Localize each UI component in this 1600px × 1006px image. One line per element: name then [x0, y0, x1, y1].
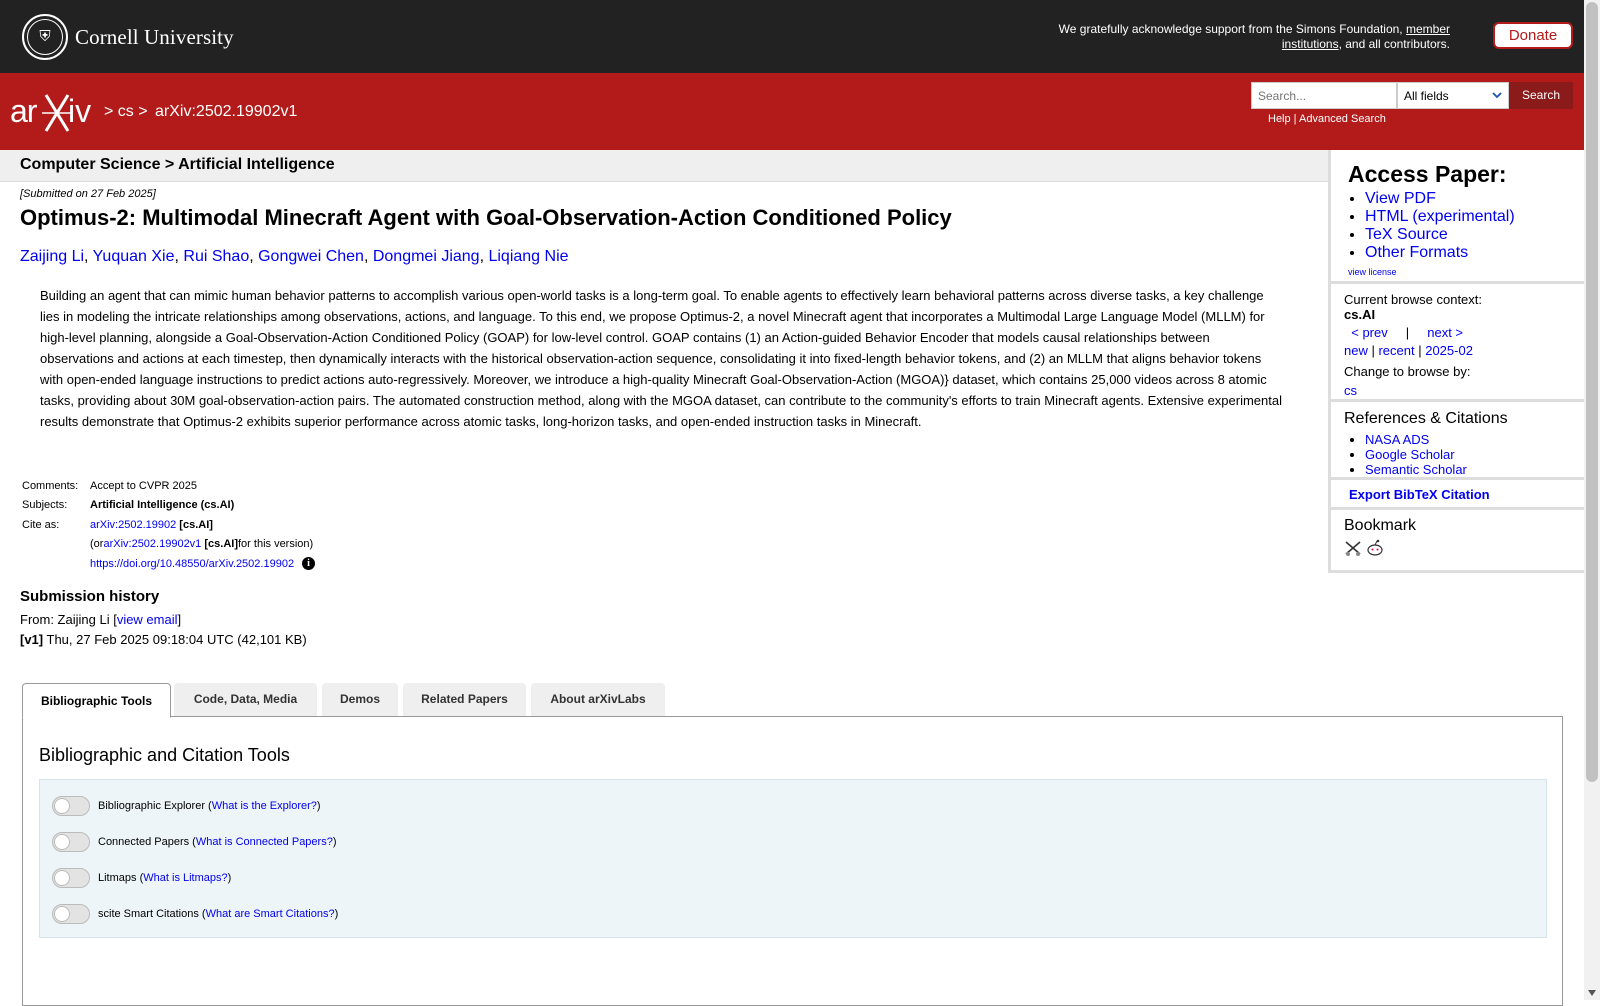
subjects-value: Artificial Intelligence (cs.AI) [90, 499, 235, 512]
google-scholar-link[interactable]: Google Scholar [1365, 447, 1455, 462]
author-link[interactable]: Gongwei Chen [258, 248, 364, 265]
browse-context: cs.AI [1344, 307, 1376, 322]
litmaps-toggle[interactable] [52, 868, 90, 888]
cornell-logo[interactable] [22, 14, 234, 60]
access-paper-title: Access Paper: [1348, 161, 1507, 187]
chevron-down-icon [1492, 90, 1502, 100]
tool-row: Bibliographic Explorer ( What is the Explorer? ) [52, 796, 321, 816]
search-field-select[interactable]: All fields [1397, 82, 1509, 109]
other-formats-link[interactable]: Other Formats [1365, 244, 1469, 261]
arxiv-logo[interactable] [10, 91, 102, 133]
references-section [1331, 402, 1589, 480]
doi-link[interactable]: https://doi.org/10.48550/arXiv.2502.19902 [90, 557, 295, 570]
tool-info-link[interactable]: What is the Explorer? [211, 800, 317, 812]
search-input[interactable] [1251, 82, 1397, 109]
acknowledgement: We gratefully acknowledge support from the Simons Foundation, member institutions, and all contributors. [1058, 22, 1450, 51]
scite-toggle[interactable] [52, 904, 90, 924]
doi-row [20, 554, 315, 574]
bookmark-section [1331, 510, 1589, 573]
bookmark-title: Bookmark [1344, 517, 1417, 534]
submitted-date: [Submitted on 27 Feb 2025] [20, 188, 156, 200]
bibsonomy-icon[interactable] [1344, 539, 1362, 557]
version-link[interactable]: arXiv:2502.19902v1 [103, 538, 202, 551]
breadcrumb-paper-id[interactable]: arXiv:2502.19902v1 [155, 103, 298, 120]
tool-info-link[interactable]: What is Litmaps? [143, 872, 228, 884]
version-row: (or arXiv:2502.19902v1 [cs.AI] for this version) [90, 538, 314, 551]
page-scrollbar[interactable] [1584, 0, 1600, 1000]
submission-from: From: Zaijing Li [view email] [20, 612, 182, 627]
breadcrumb-cs[interactable]: > cs > [104, 103, 148, 120]
info-icon[interactable]: i [302, 557, 315, 570]
author-link[interactable]: Dongmei Jiang [372, 248, 480, 265]
cite-link[interactable]: arXiv:2502.19902 [90, 518, 177, 531]
access-paper-section [1331, 150, 1589, 284]
next-link[interactable]: next > [1427, 325, 1464, 340]
reddit-icon[interactable] [1366, 539, 1384, 557]
help-link[interactable]: Help [1268, 113, 1291, 125]
cornell-name: Cornell University [75, 24, 234, 49]
new-link[interactable]: new [1344, 343, 1368, 358]
tools-title: Bibliographic and Citation Tools [39, 745, 290, 765]
tab-bibliographic-tools[interactable]: Bibliographic Tools [22, 683, 171, 718]
tab-related-papers[interactable]: Related Papers [403, 683, 526, 717]
tab-demos[interactable]: Demos [322, 683, 398, 717]
export-section [1331, 480, 1589, 510]
tab-panel [22, 716, 1563, 1006]
view-email-link[interactable]: view email [116, 612, 178, 627]
tool-info-link[interactable]: What is Connected Papers? [195, 836, 333, 848]
tool-info-link[interactable]: What are Smart Citations? [205, 908, 335, 920]
advanced-search-link[interactable]: Advanced Search [1299, 113, 1386, 125]
nasa-ads-link[interactable]: NASA ADS [1365, 432, 1430, 447]
tab-about-arxivlabs[interactable]: About arXivLabs [531, 683, 665, 717]
semantic-scholar-link[interactable]: Semantic Scholar [1365, 462, 1467, 477]
references-title: References & Citations [1344, 410, 1508, 427]
search-button[interactable]: Search [1509, 82, 1573, 109]
comments-value: Accept to CVPR 2025 [90, 479, 198, 492]
tool-row: Connected Papers ( What is Connected Papers? ) [52, 832, 337, 852]
cite-row: Cite as: arXiv:2502.19902 [cs.AI] [22, 518, 213, 531]
browse-context-section: Current browse context: cs.AI < prev | next > new | recent | 2025-02 Change to browse by: cs [1331, 284, 1589, 402]
export-bibtex-link[interactable]: Export BibTeX Citation [1349, 487, 1490, 502]
view-pdf-link[interactable]: View PDF [1365, 190, 1436, 207]
connected-papers-toggle[interactable] [52, 832, 90, 852]
view-license-link[interactable]: view license [1348, 267, 1397, 277]
html-link[interactable]: HTML (experimental) [1365, 208, 1515, 225]
arxiv-header [0, 73, 1584, 150]
tools-list [39, 779, 1547, 938]
abstract: Building an agent that can mimic human behavior patterns to accomplish various open-world tasks is a long-term goal. To enable agents to effectively learn behavioral patterns across diverse tasks, a key challenge lies in modeling the intricate relationships among observations, actions, and language. To this end, we propose Optimus-2, a novel Minecraft agent that incorporates a Multimodal Large Language Model (MLLM) for high-level planning, alongside a Goal-Observation-Action Conditioned Policy (GOAP) for low-level control. GOAP contains (1) an Action-guided Behavior Encoder that models causal relationships between observations and actions at each timestep, then dynamically interacts with the historical observation-action sequence, consolidating it into fixed-length behavior tokens, and (2) an MLLM that aligns behavior tokens with open-ended language instructions to predict actions auto-regressively. Moreover, we introduce a high-quality Minecraft Goal-Observation-Action (MGOA)} dataset, which contains 25,000 videos across 8 atomic tasks, providing about 30M goal-observation-action pairs. The automated construction method, along with the MGOA dataset, can contribute to the community's efforts to train Minecraft agents. Extensive experimental results demonstrate that Optimus-2 exhibits superior performance across atomic tasks, long-horizon tasks, and open-ended instruction tasks in Minecraft. [40, 288, 1282, 429]
cornell-header [0, 0, 1584, 73]
tool-row: Litmaps ( What is Litmaps? ) [52, 868, 231, 888]
sidebar [1328, 150, 1586, 573]
subjects-row: Subjects: Artificial Intelligence (cs.AI) [22, 499, 235, 512]
paper-title: Optimus-2: Multimodal Minecraft Agent with Goal-Observation-Action Conditioned Policy [20, 205, 952, 230]
svg-text:ar: ar [10, 93, 37, 129]
author-link[interactable]: Zaijing Li [20, 248, 85, 265]
search-links: Help | Advanced Search [1268, 113, 1386, 125]
comments-row: Comments: Accept to CVPR 2025 [22, 479, 198, 492]
month-link[interactable]: 2025-02 [1425, 343, 1473, 358]
tab-code-data-media[interactable]: Code, Data, Media [174, 683, 317, 717]
author-link[interactable]: Rui Shao [183, 248, 250, 265]
author-link[interactable]: Yuquan Xie [92, 248, 175, 265]
submission-history-title: Submission history [20, 588, 160, 605]
browse-cs-link[interactable]: cs [1344, 383, 1357, 398]
metadata-table [20, 476, 315, 574]
submission-v1: [v1] Thu, 27 Feb 2025 09:18:04 UTC (42,101 KB) [20, 632, 307, 647]
member-institutions-link[interactable]: member institutions [1281, 22, 1450, 51]
subject-header [0, 150, 1328, 182]
subject-title: Computer Science > Artificial Intelligence [20, 156, 335, 173]
scrollbar-thumb[interactable] [1586, 2, 1598, 782]
breadcrumb [104, 103, 300, 121]
bibliographic-explorer-toggle[interactable] [52, 796, 90, 816]
author-link[interactable]: Liqiang Nie [488, 248, 569, 265]
svg-text:iv: iv [68, 93, 92, 129]
tex-source-link[interactable]: TeX Source [1365, 226, 1448, 243]
author-list: Zaijing Li, Yuquan Xie, Rui Shao, Gongwei Chen, Dongmei Jiang, Liqiang Nie [20, 248, 569, 265]
cornell-seal-icon: ⛨ [22, 14, 68, 60]
tool-row: scite Smart Citations ( What are Smart Citations? ) [52, 904, 338, 924]
donate-button[interactable]: Donate [1493, 22, 1573, 49]
scroll-down-icon[interactable] [1588, 990, 1596, 996]
recent-link[interactable]: recent [1378, 343, 1415, 358]
prev-link[interactable]: < prev [1351, 325, 1388, 340]
